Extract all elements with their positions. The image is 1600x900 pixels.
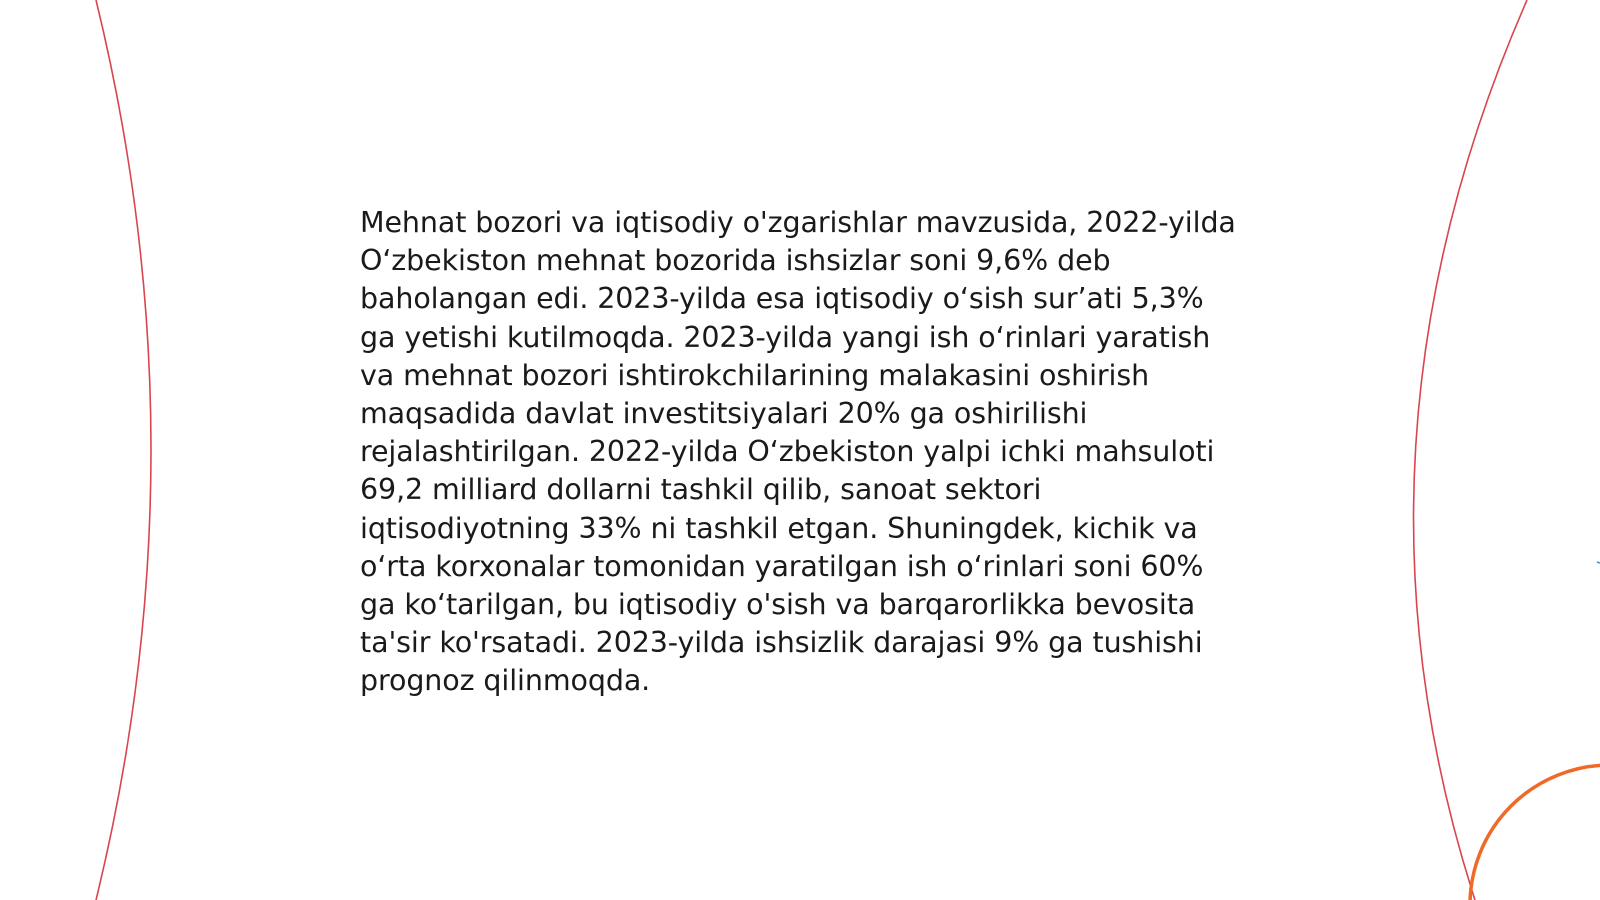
right-arc xyxy=(1414,0,1527,900)
left-arc xyxy=(96,0,151,900)
body-paragraph: Mehnat bozori va iqtisodiy o'zgarishlar mavzusida, 2022-yilda O‘zbekiston mehnat bozorida ishsizlar soni 9,6% deb baholangan edi. 2023-yilda esa iqtisodiy o‘sish sur’ati 5,3% ga yetishi kutilmoqda. 2023-yilda yangi ish o‘rinlari yaratish va mehnat bozori ishtirokchilarining malakasini oshirish maqsadida davlat investitsiyalari 20% ga oshirilishi rejalashtirilgan. 2022-yilda O‘zbekiston yalpi ichki mahsuloti 69,2 milliard dollarni tashkil qilib, sanoat sektori iqtisodiyotning 33% ni tashkil etgan. Shuningdek, kichik va o‘rta korxonalar tomonidan yaratilgan ish o‘rinlari soni 60% ga ko‘tarilgan, bu iqtisodiy o'sish va barqarorlikka bevosita ta'sir ko'rsatadi. 2023-yilda ishsizlik darajasi 9% ga tushishi prognoz qilinmoqda. xyxy=(360,206,1236,698)
orange-circle-arc xyxy=(1470,765,1600,900)
